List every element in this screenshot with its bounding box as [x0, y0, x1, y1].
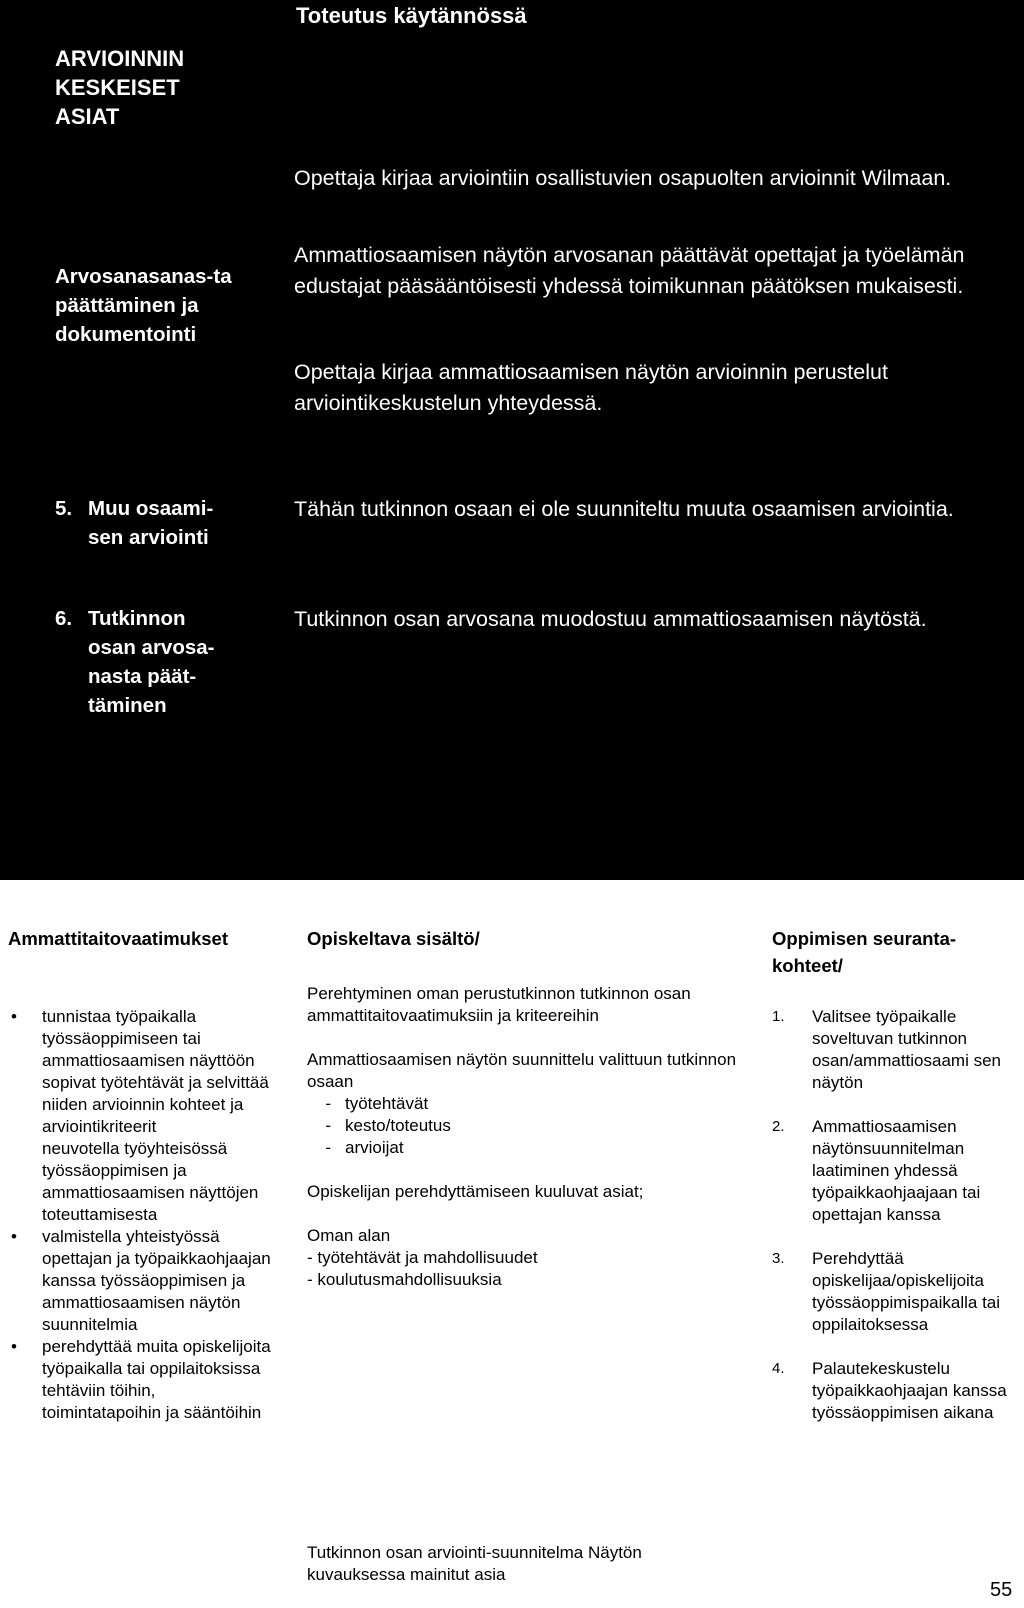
list-item: • perehdyttää muita opiskelijoita työpaikalla tai oppilaitoksissa tehtäviin töihin, toimintatapoihin ja sääntöihin	[8, 1336, 278, 1424]
item-5-number: 5.	[55, 497, 73, 520]
list-item: - työtehtävät	[325, 1094, 429, 1113]
col2-line: Oman alan	[307, 1226, 391, 1245]
list-item: neuvotella työyhteisössä työssäoppimisen ja ammattiosaamisen näyttöjen toteuttamisesta	[42, 1139, 259, 1224]
item-5-heading	[55, 494, 275, 552]
item-6-label: Tutkinnon osan arvosa-nasta päät-täminen	[88, 607, 215, 717]
item-6-text: Tutkinnon osan arvosana muodostuu ammattiosaamisen näytöstä.	[294, 607, 927, 631]
list-item: • valmistella yhteistyössä opettajan ja työpaikkaohjaajan kanssa työssäoppimisen ja ammattiosaamisen näytön suunnitelmia	[8, 1226, 278, 1336]
list-item: 1. Valitsee työpaikalle soveltuvan tutkinnon osan/ammattiosaami sen näytön	[772, 1007, 1001, 1092]
arvioinnin-label: ARVIOINNIN KESKEISET ASIAT	[55, 46, 185, 129]
col2-paragraph: Perehtyminen oman perustutkinnon tutkinnon osan ammattitaitovaatimuksiin ja kriteereihin	[307, 984, 691, 1025]
col2-content	[307, 983, 747, 1291]
item-6-number: 6.	[55, 607, 73, 630]
list-item: 4. Palautekeskustelu työpaikkaohjaajan kanssa työssäoppimisen aikana	[772, 1359, 1007, 1422]
col3-list	[772, 1006, 1017, 1446]
arvosana-text-1: Ammattiosaamisen näytön arvosanan päättävät opettajat ja työelämän edustajat pääsääntöisesti yhdessä toimikunnan päätöksen mukaisesti.	[294, 243, 965, 298]
item-5-text: Tähän tutkinnon osaan ei ole suunniteltu muuta osaamisen arviointia.	[294, 497, 954, 521]
list-item: 3. Perehdyttää opiskelijaa/opiskelijoita työssäoppimispaikalla tai oppilaitoksessa	[772, 1249, 1001, 1334]
item-5-label: Muu osaami-sen arviointi	[88, 497, 214, 549]
list-item: 2. Ammattiosaamisen näytönsuunnitelman laatiminen yhdessä työpaikkaohjaajaan tai opettajan kanssa	[772, 1117, 981, 1224]
col1-header: Ammattitaitovaatimukset	[8, 928, 229, 949]
col3-header: Oppimisen seuranta-kohteet/	[772, 928, 957, 976]
section-header: Toteutus käytännössä	[296, 3, 527, 28]
col1-list	[8, 1006, 278, 1424]
arvosana-text-2: Opettaja kirjaa ammattiosaamisen näytön arvioinnin perustelut arviointikeskustelun yhteydessä.	[294, 360, 888, 415]
col2-line: - koulutusmahdollisuuksia	[307, 1270, 502, 1289]
page-number: 55	[990, 1579, 1013, 1601]
list-item: - arvioijat	[325, 1138, 404, 1157]
list-item: • tunnistaa työpaikalla työssäoppimiseen tai ammattiosaamisen näyttöön sopivat työtehtävät ja selvittää niiden arvioinnin kohteet ja arviointikriteerit	[8, 1006, 278, 1138]
col2-header: Opiskeltava sisältö/	[307, 928, 480, 949]
col2-line: - työtehtävät ja mahdollisuudet	[307, 1248, 538, 1267]
arvioinnin-text: Opettaja kirjaa arviointiin osallistuvien osapuolten arvioinnit Wilmaan.	[294, 166, 952, 190]
col2-paragraph: Tutkinnon osan arviointi-suunnitelma Näytön kuvauksessa mainitut asia	[307, 1543, 642, 1584]
col2-paragraph: Opiskelijan perehdyttämiseen kuuluvat asiat;	[307, 1182, 644, 1201]
list-item: - kesto/toteutus	[325, 1116, 451, 1135]
arvosana-label: Arvosanasanas-ta päättäminen ja dokumentointi	[55, 265, 232, 346]
item-6-heading	[55, 604, 275, 720]
col2-paragraph: Ammattiosaamisen näytön suunnittelu valittuun tutkinnon osaan	[307, 1050, 737, 1091]
